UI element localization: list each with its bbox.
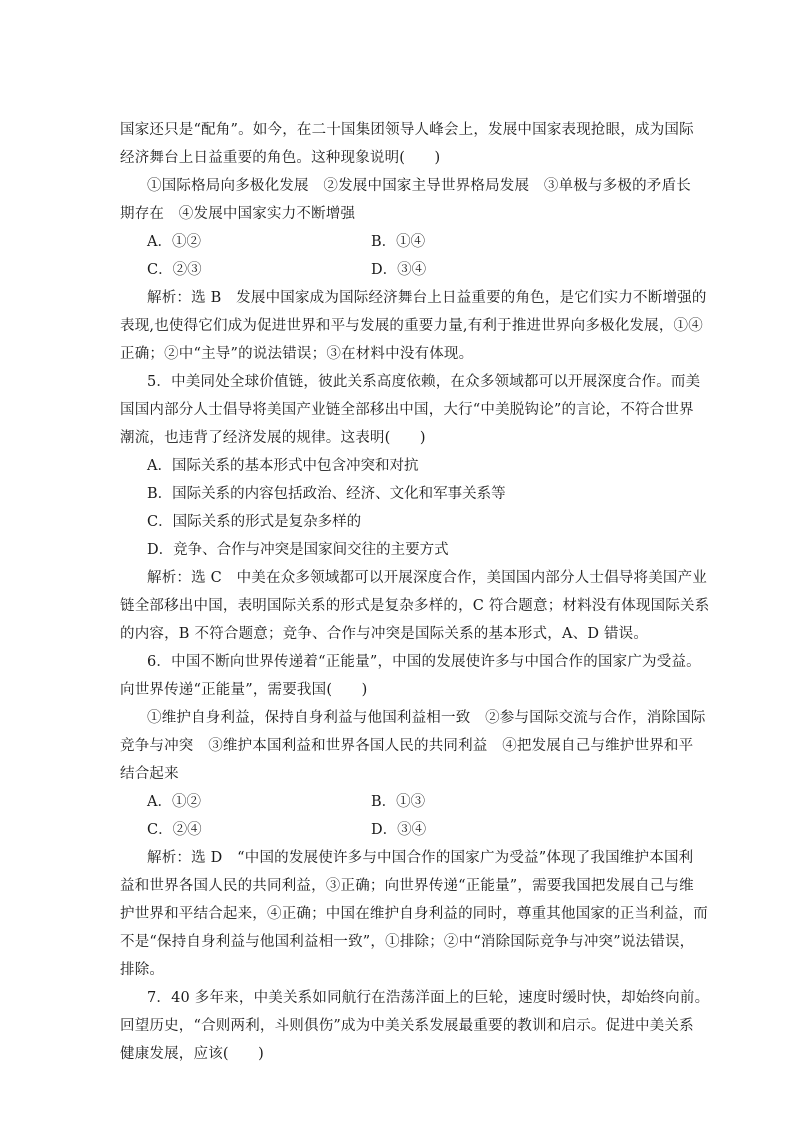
q6-explanation-line-1: 解析：选 D “中国的发展使许多与中国合作的国家广为受益”体现了我国维护本国利 xyxy=(147,850,694,866)
q5-explanation-line-2: 链全部移出中国，表明国际关系的形式是复杂多样的，C 符合题意；材料没有体现国际关系 xyxy=(120,598,710,614)
q7-stem-line-3: 健康发展，应该( ) xyxy=(120,1046,265,1062)
q4-explanation-line-2: 表现,也使得它们成为促进世界和平与发展的重要力量,有利于推进世界向多极化发展，①④ xyxy=(120,318,703,334)
q6-option-d: D．③④ xyxy=(371,822,427,838)
q5-option-a: A．国际关系的基本形式中包含冲突和对抗 xyxy=(147,458,419,474)
q4-stem-line-2: 经济舞台上日益重要的角色。这种现象说明( ) xyxy=(120,150,441,166)
q5-explanation-line-1: 解析：选 C 中美在众多领域都可以开展深度合作，美国国内部分人士倡导将美国产业 xyxy=(147,570,708,586)
q4-explanation-line-3: 正确；②中“主导”的说法错误；③在材料中没有体现。 xyxy=(120,346,474,362)
q6-stem-line-2: 向世界传递“正能量”，需要我国( ) xyxy=(120,682,368,698)
q5-option-b: B．国际关系的内容包括政治、经济、文化和军事关系等 xyxy=(147,486,506,502)
q6-explanation-line-4: 不是“保持自身利益与他国利益相一致”，①排除；②中“消除国际竞争与冲突”说法错误， xyxy=(120,934,695,950)
q5-stem-line-3: 潮流，也违背了经济发展的规律。这表明( ) xyxy=(120,430,426,446)
q4-option-c: C．②③ xyxy=(147,262,202,278)
q6-explanation-line-2: 益和世界各国人民的共同利益，③正确；向世界传递“正能量”，需要我国把发展自己与维 xyxy=(120,878,694,894)
q6-option-a: A．①② xyxy=(147,794,201,810)
q4-explanation-line-1: 解析：选 B 发展中国家成为国际经济舞台上日益重要的角色，是它们实力不断增强的 xyxy=(147,290,707,306)
q6-statements-line-1: ①维护自身利益，保持自身利益与他国利益相一致 ②参与国际交流与合作，消除国际 xyxy=(147,710,706,726)
q7-stem-line-1: 7．40 多年来，中美关系如同航行在浩荡洋面上的巨轮，速度时缓时快，却始终向前。 xyxy=(147,990,710,1006)
q4-option-d: D．③④ xyxy=(371,262,427,278)
q5-stem-line-1: 5．中美同处全球价值链，彼此关系高度依赖，在众多领域都可以开展深度合作。而美 xyxy=(147,374,701,390)
q5-option-c: C．国际关系的形式是复杂多样的 xyxy=(147,514,362,530)
q7-stem-line-2: 回望历史，“合则两利，斗则俱伤”成为中美关系发展最重要的教训和启示。促进中美关系 xyxy=(120,1018,694,1034)
q5-explanation-line-3: 的内容，B 不符合题意；竞争、合作与冲突是国际关系的基本形式，A、D 错误。 xyxy=(120,626,649,642)
q6-statements-line-2: 竞争与冲突 ③维护本国利益和世界各国人民的共同利益 ④把发展自己与维护世界和平 xyxy=(120,738,694,754)
q4-statements-line-2: 期存在 ④发展中国家实力不断增强 xyxy=(120,206,356,222)
q6-option-b: B．①③ xyxy=(371,794,426,810)
q4-option-b: B．①④ xyxy=(371,234,426,250)
q6-statements-line-3: 结合起来 xyxy=(120,766,179,782)
q4-stem-line-1: 国家还只是“配角”。如今，在二十国集团领导人峰会上，发展中国家表现抢眼，成为国际 xyxy=(120,122,694,138)
q4-option-a: A．①② xyxy=(147,234,201,250)
q4-statements-line-1: ①国际格局向多极化发展 ②发展中国家主导世界格局发展 ③单极与多极的矛盾长 xyxy=(147,178,691,194)
q6-explanation-line-3: 护世界和平结合起来，④正确；中国在维护自身利益的同时，尊重其他国家的正当利益，而 xyxy=(120,906,708,922)
q5-option-d: D．竞争、合作与冲突是国家间交往的主要方式 xyxy=(147,542,449,558)
q5-stem-line-2: 国国内部分人士倡导将美国产业链全部移出中国，大行“中美脱钩论”的言论，不符合世界 xyxy=(120,402,694,418)
q6-stem-line-1: 6．中国不断向世界传递着“正能量”，中国的发展使许多与中国合作的国家广为受益。 xyxy=(147,654,701,670)
q6-option-c: C．②④ xyxy=(147,822,202,838)
q6-explanation-line-5: 排除。 xyxy=(120,962,165,978)
